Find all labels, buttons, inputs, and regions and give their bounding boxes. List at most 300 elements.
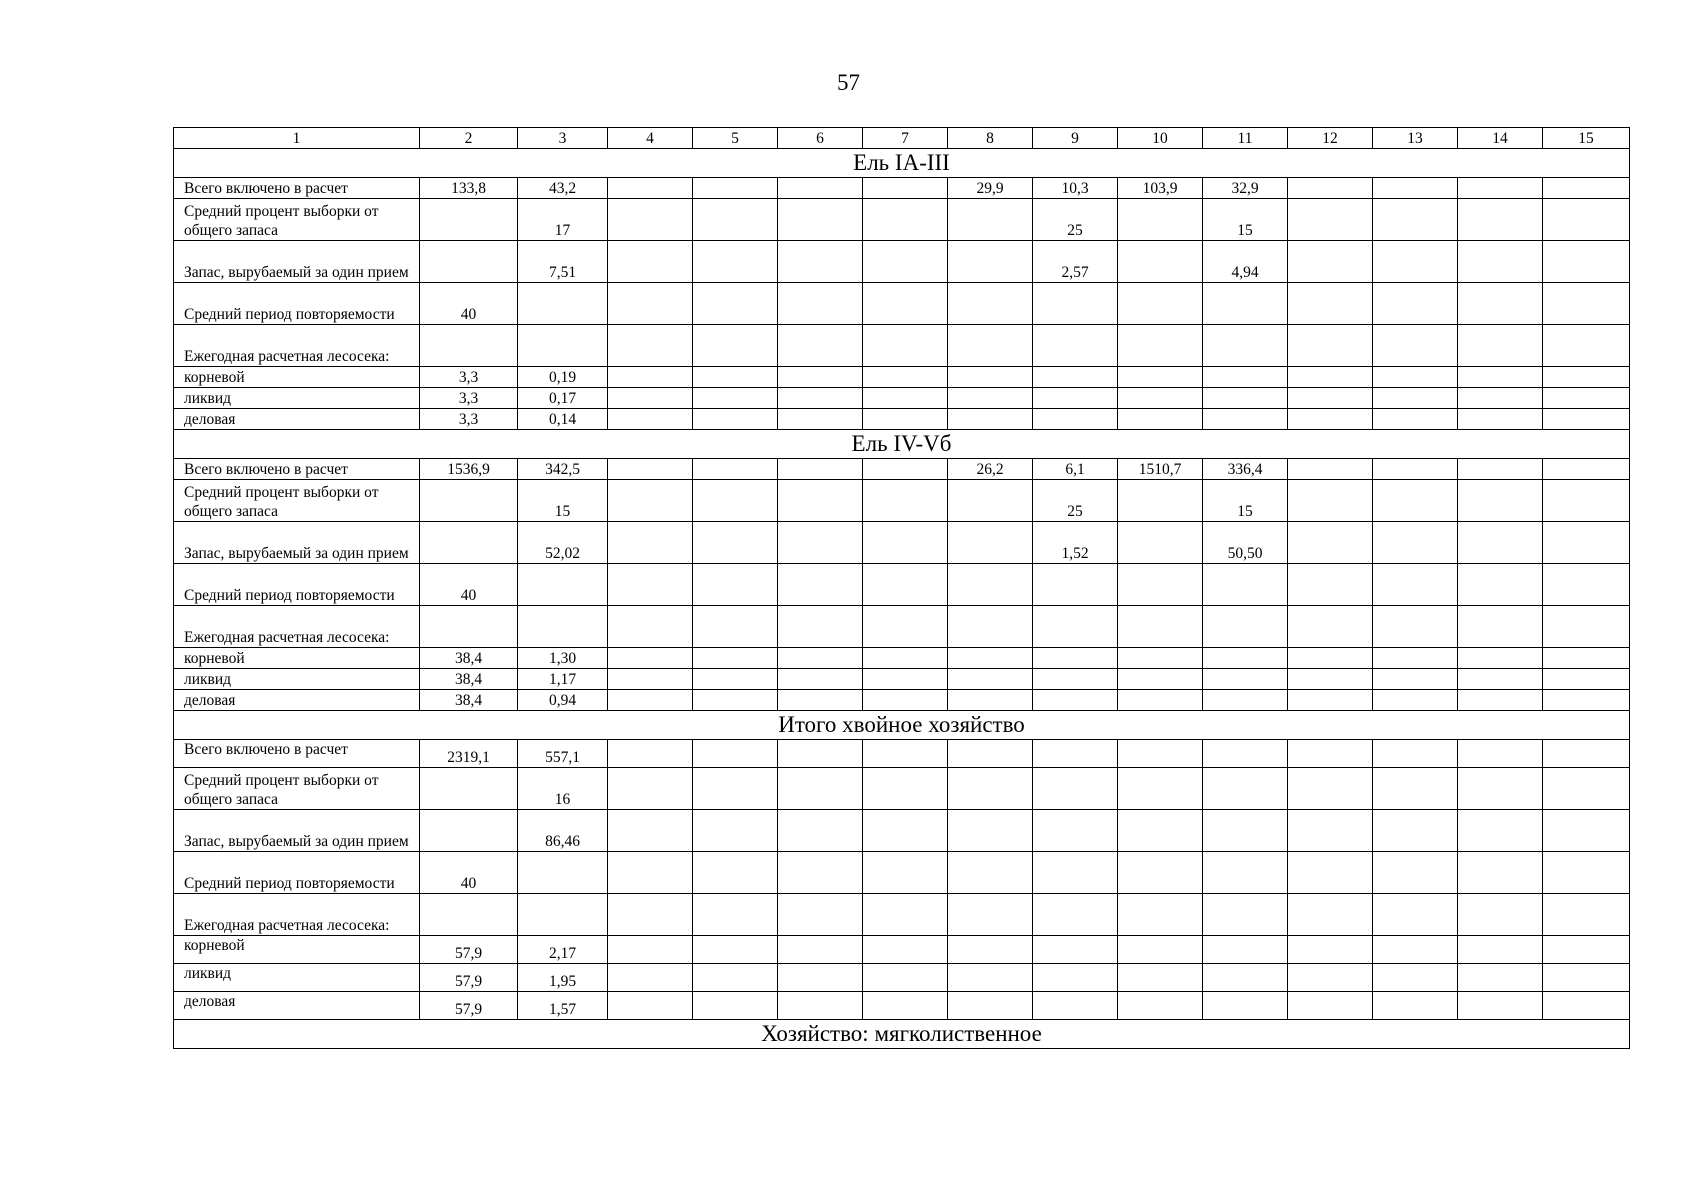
value-cell-col-13 (1373, 810, 1458, 852)
value-cell-col-15 (1543, 564, 1630, 606)
value-cell-col-6 (778, 936, 863, 964)
value-cell-col-14 (1458, 648, 1543, 669)
table-row (174, 480, 1630, 522)
value-cell-col-3 (518, 606, 608, 648)
value-cell-col-10 (1118, 606, 1203, 648)
value-cell-col-11 (1203, 740, 1288, 768)
value-cell-col-8 (948, 480, 1033, 522)
value-cell-col-15 (1543, 936, 1630, 964)
value-cell-col-13 (1373, 409, 1458, 430)
value-cell-col-15 (1543, 409, 1630, 430)
value-cell-col-14 (1458, 992, 1543, 1020)
value-cell-col-8 (948, 964, 1033, 992)
value-cell-col-3 (518, 564, 608, 606)
column-number-cell: 14 (1458, 128, 1543, 149)
value-cell-col-3 (518, 325, 608, 367)
value-cell-col-12 (1288, 740, 1373, 768)
value-cell-col-7 (863, 459, 948, 480)
value-cell-col-6 (778, 606, 863, 648)
value-cell-col-12 (1288, 669, 1373, 690)
table-row (174, 367, 1630, 388)
value-cell-col-3 (518, 852, 608, 894)
value-cell-col-7 (863, 690, 948, 711)
value-cell-col-6 (778, 325, 863, 367)
value-cell-col-9 (1033, 606, 1118, 648)
value-cell-col-13 (1373, 852, 1458, 894)
row-label: Средний период повторяемости (174, 564, 420, 606)
value-cell-col-4 (608, 768, 693, 810)
table-row (174, 810, 1630, 852)
table-row (174, 894, 1630, 936)
row-label: корневой (174, 936, 420, 964)
value-cell-col-6 (778, 178, 863, 199)
row-label: Ежегодная расчетная лесосека: (174, 606, 420, 648)
row-label: Средний период повторяемости (174, 283, 420, 325)
value-cell-col-13 (1373, 522, 1458, 564)
column-number-cell: 2 (420, 128, 518, 149)
value-cell-col-6 (778, 964, 863, 992)
value-cell-col-2 (420, 199, 518, 241)
row-label: Всего включено в расчет (174, 178, 420, 199)
row-label: Средний процент выборки от общего запаса (174, 199, 420, 241)
value-cell-col-5 (693, 648, 778, 669)
value-cell-col-9 (1033, 992, 1118, 1020)
value-cell-col-12 (1288, 325, 1373, 367)
value-cell-col-6 (778, 768, 863, 810)
value-cell-col-2 (420, 241, 518, 283)
value-cell-col-13 (1373, 367, 1458, 388)
value-cell-col-5 (693, 606, 778, 648)
column-number-cell: 4 (608, 128, 693, 149)
value-cell-col-3: 0,19 (518, 367, 608, 388)
value-cell-col-4 (608, 690, 693, 711)
value-cell-col-11 (1203, 964, 1288, 992)
section-header-row (174, 149, 1630, 178)
value-cell-col-14 (1458, 459, 1543, 480)
value-cell-col-8 (948, 564, 1033, 606)
value-cell-col-10 (1118, 648, 1203, 669)
value-cell-col-9 (1033, 810, 1118, 852)
value-cell-col-5 (693, 178, 778, 199)
value-cell-col-11 (1203, 690, 1288, 711)
value-cell-col-7 (863, 178, 948, 199)
value-cell-col-2: 38,4 (420, 648, 518, 669)
value-cell-col-14 (1458, 409, 1543, 430)
value-cell-col-12 (1288, 810, 1373, 852)
value-cell-col-15 (1543, 178, 1630, 199)
value-cell-col-10 (1118, 894, 1203, 936)
row-label: Ежегодная расчетная лесосека: (174, 894, 420, 936)
value-cell-col-6 (778, 409, 863, 430)
value-cell-col-4 (608, 606, 693, 648)
value-cell-col-3: 43,2 (518, 178, 608, 199)
value-cell-col-14 (1458, 894, 1543, 936)
value-cell-col-14 (1458, 522, 1543, 564)
value-cell-col-5 (693, 936, 778, 964)
value-cell-col-9 (1033, 367, 1118, 388)
value-cell-col-11 (1203, 669, 1288, 690)
table-row (174, 178, 1630, 199)
value-cell-col-2 (420, 325, 518, 367)
value-cell-col-12 (1288, 199, 1373, 241)
value-cell-col-5 (693, 325, 778, 367)
value-cell-col-10 (1118, 964, 1203, 992)
value-cell-col-6 (778, 241, 863, 283)
value-cell-col-5 (693, 459, 778, 480)
value-cell-col-4 (608, 178, 693, 199)
value-cell-col-4 (608, 894, 693, 936)
value-cell-col-13 (1373, 564, 1458, 606)
row-label: корневой (174, 367, 420, 388)
column-number-row (174, 128, 1630, 149)
value-cell-col-11: 15 (1203, 480, 1288, 522)
value-cell-col-11 (1203, 409, 1288, 430)
value-cell-col-6 (778, 283, 863, 325)
value-cell-col-9 (1033, 936, 1118, 964)
value-cell-col-14 (1458, 964, 1543, 992)
value-cell-col-3: 0,14 (518, 409, 608, 430)
value-cell-col-9 (1033, 852, 1118, 894)
value-cell-col-13 (1373, 669, 1458, 690)
value-cell-col-13 (1373, 936, 1458, 964)
column-number-cell: 6 (778, 128, 863, 149)
value-cell-col-2: 57,9 (420, 964, 518, 992)
value-cell-col-6 (778, 480, 863, 522)
value-cell-col-10 (1118, 367, 1203, 388)
value-cell-col-14 (1458, 768, 1543, 810)
value-cell-col-3: 342,5 (518, 459, 608, 480)
value-cell-col-5 (693, 283, 778, 325)
value-cell-col-7 (863, 564, 948, 606)
value-cell-col-7 (863, 367, 948, 388)
value-cell-col-8 (948, 367, 1033, 388)
value-cell-col-10 (1118, 388, 1203, 409)
value-cell-col-4 (608, 388, 693, 409)
value-cell-col-10 (1118, 522, 1203, 564)
value-cell-col-9 (1033, 690, 1118, 711)
value-cell-col-7 (863, 241, 948, 283)
value-cell-col-6 (778, 388, 863, 409)
value-cell-col-4 (608, 199, 693, 241)
value-cell-col-3 (518, 894, 608, 936)
value-cell-col-5 (693, 852, 778, 894)
value-cell-col-8 (948, 522, 1033, 564)
value-cell-col-15 (1543, 283, 1630, 325)
value-cell-col-11 (1203, 768, 1288, 810)
value-cell-col-3: 0,94 (518, 690, 608, 711)
value-cell-col-8: 26,2 (948, 459, 1033, 480)
table-row (174, 936, 1630, 964)
table-row (174, 964, 1630, 992)
value-cell-col-15 (1543, 992, 1630, 1020)
value-cell-col-14 (1458, 669, 1543, 690)
value-cell-col-4 (608, 409, 693, 430)
value-cell-col-2: 40 (420, 564, 518, 606)
value-cell-col-6 (778, 810, 863, 852)
value-cell-col-4 (608, 992, 693, 1020)
value-cell-col-4 (608, 480, 693, 522)
value-cell-col-14 (1458, 388, 1543, 409)
value-cell-col-8 (948, 325, 1033, 367)
value-cell-col-3: 17 (518, 199, 608, 241)
value-cell-col-3: 1,30 (518, 648, 608, 669)
value-cell-col-3: 557,1 (518, 740, 608, 768)
value-cell-col-2: 3,3 (420, 388, 518, 409)
value-cell-col-5 (693, 964, 778, 992)
value-cell-col-3: 7,51 (518, 241, 608, 283)
value-cell-col-9: 25 (1033, 199, 1118, 241)
value-cell-col-4 (608, 936, 693, 964)
value-cell-col-7 (863, 810, 948, 852)
value-cell-col-6 (778, 894, 863, 936)
value-cell-col-7 (863, 894, 948, 936)
column-number-cell: 15 (1543, 128, 1630, 149)
value-cell-col-6 (778, 459, 863, 480)
value-cell-col-13 (1373, 241, 1458, 283)
value-cell-col-12 (1288, 409, 1373, 430)
value-cell-col-8 (948, 648, 1033, 669)
value-cell-col-14 (1458, 480, 1543, 522)
value-cell-col-14 (1458, 199, 1543, 241)
column-number-cell: 8 (948, 128, 1033, 149)
value-cell-col-12 (1288, 894, 1373, 936)
column-number-cell: 3 (518, 128, 608, 149)
value-cell-col-10 (1118, 409, 1203, 430)
value-cell-col-11: 32,9 (1203, 178, 1288, 199)
value-cell-col-10 (1118, 690, 1203, 711)
section-title: Ель IA-III (174, 149, 1630, 178)
value-cell-col-8 (948, 388, 1033, 409)
value-cell-col-10 (1118, 283, 1203, 325)
value-cell-col-2: 57,9 (420, 992, 518, 1020)
value-cell-col-11 (1203, 283, 1288, 325)
page-number: 57 (837, 70, 860, 95)
value-cell-col-4 (608, 648, 693, 669)
value-cell-col-5 (693, 522, 778, 564)
value-cell-col-6 (778, 564, 863, 606)
value-cell-col-2 (420, 522, 518, 564)
table-row (174, 241, 1630, 283)
value-cell-col-2: 3,3 (420, 367, 518, 388)
value-cell-col-4 (608, 459, 693, 480)
value-cell-col-5 (693, 768, 778, 810)
table-row (174, 740, 1630, 768)
value-cell-col-8 (948, 199, 1033, 241)
value-cell-col-15 (1543, 459, 1630, 480)
section-title: Итого хвойное хозяйство (174, 711, 1630, 740)
row-label: Запас, вырубаемый за один прием (174, 522, 420, 564)
value-cell-col-10 (1118, 480, 1203, 522)
value-cell-col-13 (1373, 283, 1458, 325)
value-cell-col-7 (863, 648, 948, 669)
value-cell-col-8 (948, 852, 1033, 894)
value-cell-col-3: 2,17 (518, 936, 608, 964)
value-cell-col-8 (948, 810, 1033, 852)
column-number-cell: 7 (863, 128, 948, 149)
value-cell-col-5 (693, 480, 778, 522)
value-cell-col-10: 103,9 (1118, 178, 1203, 199)
table-row (174, 409, 1630, 430)
value-cell-col-9: 10,3 (1033, 178, 1118, 199)
value-cell-col-9 (1033, 388, 1118, 409)
value-cell-col-10 (1118, 199, 1203, 241)
value-cell-col-14 (1458, 936, 1543, 964)
value-cell-col-3: 86,46 (518, 810, 608, 852)
value-cell-col-12 (1288, 606, 1373, 648)
value-cell-col-9: 25 (1033, 480, 1118, 522)
value-cell-col-15 (1543, 810, 1630, 852)
value-cell-col-3: 15 (518, 480, 608, 522)
value-cell-col-7 (863, 936, 948, 964)
column-number-cell: 1 (174, 128, 420, 149)
value-cell-col-2 (420, 894, 518, 936)
table-row (174, 522, 1630, 564)
value-cell-col-10 (1118, 992, 1203, 1020)
column-number-cell: 13 (1373, 128, 1458, 149)
row-label: Средний процент выборки от общего запаса (174, 768, 420, 810)
value-cell-col-12 (1288, 936, 1373, 964)
value-cell-col-3: 1,17 (518, 669, 608, 690)
value-cell-col-13 (1373, 768, 1458, 810)
row-label: деловая (174, 690, 420, 711)
value-cell-col-9 (1033, 669, 1118, 690)
value-cell-col-2: 133,8 (420, 178, 518, 199)
value-cell-col-15 (1543, 606, 1630, 648)
value-cell-col-11 (1203, 894, 1288, 936)
section-header-row (174, 430, 1630, 459)
value-cell-col-8 (948, 669, 1033, 690)
row-label: Ежегодная расчетная лесосека: (174, 325, 420, 367)
value-cell-col-6 (778, 669, 863, 690)
value-cell-col-8 (948, 241, 1033, 283)
table-row (174, 669, 1630, 690)
value-cell-col-14 (1458, 283, 1543, 325)
value-cell-col-9 (1033, 409, 1118, 430)
value-cell-col-3: 1,57 (518, 992, 608, 1020)
value-cell-col-5 (693, 409, 778, 430)
section-header-row (174, 1020, 1630, 1049)
value-cell-col-13 (1373, 740, 1458, 768)
value-cell-col-13 (1373, 199, 1458, 241)
value-cell-col-12 (1288, 690, 1373, 711)
value-cell-col-4 (608, 367, 693, 388)
value-cell-col-3: 1,95 (518, 964, 608, 992)
value-cell-col-15 (1543, 669, 1630, 690)
value-cell-col-8 (948, 606, 1033, 648)
value-cell-col-5 (693, 740, 778, 768)
value-cell-col-15 (1543, 852, 1630, 894)
value-cell-col-2 (420, 768, 518, 810)
value-cell-col-12 (1288, 522, 1373, 564)
value-cell-col-13 (1373, 648, 1458, 669)
value-cell-col-2: 40 (420, 852, 518, 894)
value-cell-col-8: 29,9 (948, 178, 1033, 199)
value-cell-col-7 (863, 669, 948, 690)
value-cell-col-13 (1373, 894, 1458, 936)
value-cell-col-8 (948, 768, 1033, 810)
value-cell-col-5 (693, 241, 778, 283)
value-cell-col-7 (863, 388, 948, 409)
value-cell-col-10 (1118, 810, 1203, 852)
value-cell-col-5 (693, 669, 778, 690)
value-cell-col-2 (420, 810, 518, 852)
value-cell-col-8 (948, 283, 1033, 325)
value-cell-col-4 (608, 669, 693, 690)
row-label: Запас, вырубаемый за один прием (174, 810, 420, 852)
column-number-cell: 5 (693, 128, 778, 149)
value-cell-col-9 (1033, 325, 1118, 367)
value-cell-col-14 (1458, 241, 1543, 283)
value-cell-col-10 (1118, 564, 1203, 606)
value-cell-col-10 (1118, 768, 1203, 810)
value-cell-col-12 (1288, 648, 1373, 669)
value-cell-col-13 (1373, 178, 1458, 199)
value-cell-col-15 (1543, 480, 1630, 522)
value-cell-col-4 (608, 852, 693, 894)
value-cell-col-15 (1543, 690, 1630, 711)
value-cell-col-15 (1543, 522, 1630, 564)
value-cell-col-4 (608, 964, 693, 992)
value-cell-col-5 (693, 992, 778, 1020)
row-label: Средний процент выборки от общего запаса (174, 480, 420, 522)
value-cell-col-5 (693, 690, 778, 711)
column-number-cell: 9 (1033, 128, 1118, 149)
value-cell-col-2: 57,9 (420, 936, 518, 964)
value-cell-col-14 (1458, 810, 1543, 852)
value-cell-col-12 (1288, 964, 1373, 992)
value-cell-col-11 (1203, 388, 1288, 409)
value-cell-col-14 (1458, 564, 1543, 606)
section-header-row (174, 711, 1630, 740)
value-cell-col-13 (1373, 690, 1458, 711)
value-cell-col-6 (778, 367, 863, 388)
value-cell-col-4 (608, 325, 693, 367)
column-number-cell: 12 (1288, 128, 1373, 149)
value-cell-col-10 (1118, 241, 1203, 283)
value-cell-col-8 (948, 992, 1033, 1020)
value-cell-col-9 (1033, 768, 1118, 810)
row-label: Средний период повторяемости (174, 852, 420, 894)
value-cell-col-10 (1118, 740, 1203, 768)
value-cell-col-10: 1510,7 (1118, 459, 1203, 480)
value-cell-col-12 (1288, 459, 1373, 480)
value-cell-col-11: 336,4 (1203, 459, 1288, 480)
value-cell-col-12 (1288, 768, 1373, 810)
row-label: Запас, вырубаемый за один прием (174, 241, 420, 283)
value-cell-col-15 (1543, 388, 1630, 409)
value-cell-col-15 (1543, 241, 1630, 283)
value-cell-col-9: 2,57 (1033, 241, 1118, 283)
table-row (174, 459, 1630, 480)
value-cell-col-2: 38,4 (420, 690, 518, 711)
value-cell-col-2: 2319,1 (420, 740, 518, 768)
value-cell-col-11 (1203, 648, 1288, 669)
value-cell-col-9 (1033, 964, 1118, 992)
value-cell-col-13 (1373, 480, 1458, 522)
value-cell-col-15 (1543, 768, 1630, 810)
value-cell-col-2: 1536,9 (420, 459, 518, 480)
value-cell-col-11 (1203, 810, 1288, 852)
value-cell-col-11: 4,94 (1203, 241, 1288, 283)
value-cell-col-11: 15 (1203, 199, 1288, 241)
value-cell-col-4 (608, 241, 693, 283)
value-cell-col-9 (1033, 648, 1118, 669)
value-cell-col-11 (1203, 936, 1288, 964)
value-cell-col-9 (1033, 894, 1118, 936)
value-cell-col-13 (1373, 992, 1458, 1020)
value-cell-col-14 (1458, 325, 1543, 367)
allowable-cut-table (173, 127, 1630, 1049)
